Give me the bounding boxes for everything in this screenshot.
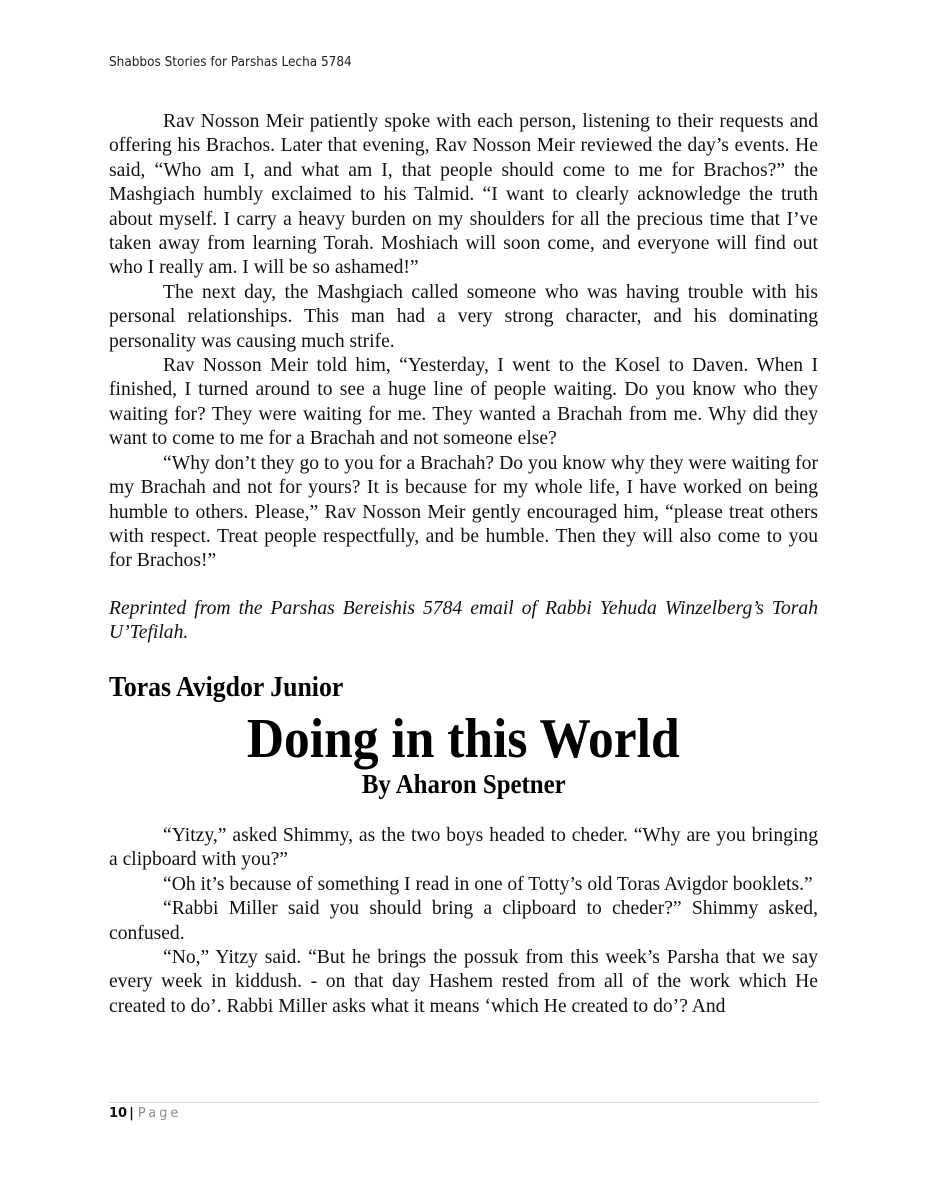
article-title: [0, 706, 927, 772]
paragraph: “Why don’t they go to you for a Brachah? Do you know why they were waiting for my Brachah and not for yours? It is because for my whole life, I have worked on being humble to others. Please,” Rav Nosson Meir gently encouraged him, “please treat others with respect. Treat people respectfully, and be humble. Then they will also come to you for Brachos!”: [109, 452, 818, 572]
article-body: [109, 824, 818, 1019]
footer-divider: [109, 1102, 819, 1103]
reprint-credit: Reprinted from the Parshas Bereishis 5784 email of Rabbi Yehuda Winzelberg’s Torah U’Tefilah.: [109, 598, 818, 644]
paragraph: “Oh it’s because of something I read in one of Totty’s old Toras Avigdor booklets.”: [163, 873, 813, 895]
paragraph: “Rabbi Miller said you should bring a clipboard to cheder?” Shimmy asked, confused.: [109, 898, 818, 944]
article-title-text: Doing in this World: [247, 708, 680, 770]
paragraph: “No,” Yitzy said. “But he brings the possuk from this week’s Parsha that we say every week in kiddush. - on that day Hashem rested from all of the work which He created to do’. Rabbi Miller asks what it means ‘which He created to do’? And: [109, 947, 818, 1017]
paragraph: Rav Nosson Meir told him, “Yesterday, I went to the Kosel to Daven. When I finished, I turned around to see a huge line of people waiting. Do you know who they waiting for? They were waiting for me. They wanted a Brachah from me. Why did they want to come to me for a Brachah and not someone else?: [109, 355, 818, 450]
footer-separator: |: [129, 1106, 134, 1121]
paragraph: The next day, the Mashgiach called someone who was having trouble with his personal relationships. This man had a very strong character, and his dominating personality was causing much strife.: [109, 281, 818, 352]
byline: [0, 768, 927, 800]
series-title: Toras Avigdor Junior: [109, 672, 344, 703]
page-footer: [109, 1106, 181, 1121]
page-label: Page: [137, 1106, 182, 1121]
paragraph: Rav Nosson Meir patiently spoke with each person, listening to their requests and offering his Brachos. Later that evening, Rav Nosson Meir reviewed the day’s events. He said, “Who am I, and what am I, that people should come to me for Brachos?” the Mashgiach humbly exclaimed to his Talmid. “I want to clearly acknowledge the truth about myself. I carry a heavy burden on my shoulders for all the precious time that I’ve taken away from learning Torah. Moshiach will soon come, and everyone will find out who I really am. I will be so ashamed!”: [109, 111, 818, 279]
page-number: 10: [109, 1106, 128, 1121]
paragraph: “Yitzy,” asked Shimmy, as the two boys headed to cheder. “Why are you bringing a clipboard with you?”: [109, 825, 818, 871]
byline-text: By Aharon Spetner: [361, 769, 566, 799]
running-header: Shabbos Stories for Parshas Lecha 5784: [109, 55, 352, 70]
story-body: [109, 110, 818, 574]
